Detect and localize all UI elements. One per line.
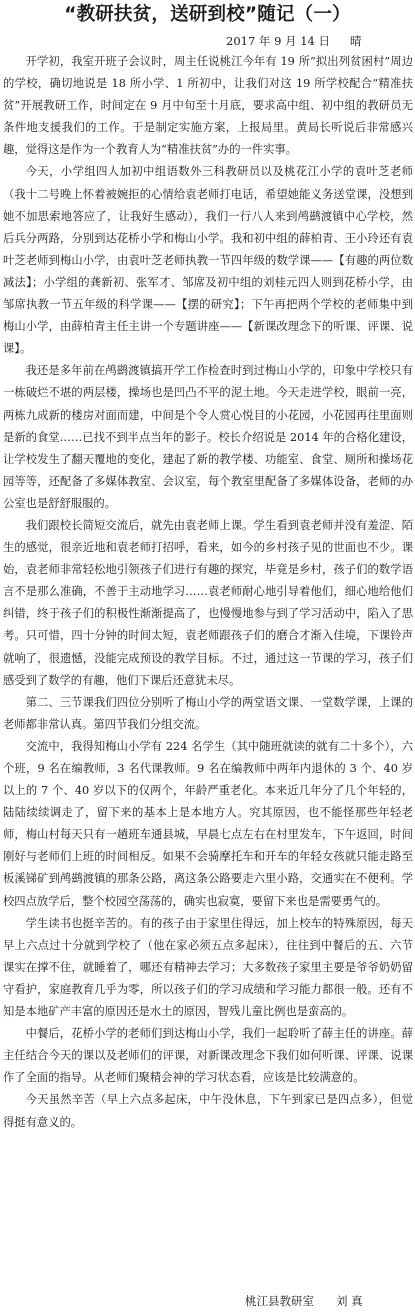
dateline xyxy=(226,33,362,49)
document-title: “教研扶贫，送研到校”随记（一） xyxy=(64,4,351,25)
paragraph: 我们跟校长简短交流后，就先由袁老师上课。学生看到袁老师并没有羞涩、陌生的感觉，很亲近地和袁老师打招呼，看来，如今的乡村孩子见的世面也不少。课始，袁老师非常轻松地引领孩子们进行有趣的探究，毕竟是乡村，孩子们的数学语言不是那么准确，不善于主动地学习……袁老师耐心地引导着他们，细心地给他们纠错，终于孩子们的积极性渐渐提高了，也慢慢地参与到了学习活动中，陷入了思考。只可惜，四十分钟的时间太短，袁老师跟孩子们的磨合才渐入佳境，下课铃声就响了，很遗憾，没能完成预设的教学目标。不过，通过这一节课的学习，孩子们感受到了数学的有趣，他们下课后还意犹未尽。 xyxy=(3,518,413,687)
signature-author: 刘 真 xyxy=(336,1294,363,1308)
paragraph: 第二、三节课我们四位分别听了梅山小学的两堂语文课、一堂数学课，上课的老师都非常认真。第四节我们分组交流。 xyxy=(3,695,413,731)
document-body xyxy=(3,51,413,1134)
weather: 晴 xyxy=(350,34,362,48)
date: 2017 年 9 月 14 日 xyxy=(226,34,330,48)
paragraph: 我还是多年前在鸬鹚渡镇搞开学工作检查时到过梅山小学的，印象中学校只有一栋破烂不堪的两层楼，操场也是凹凸不平的泥土地。今天走进学校，眼前一亮，两栋九成新的楼房对面而建，中间是个令人赏心悦目的小花园，小花园再往里面则是新的食堂……已找不到半点当年的影子。校长介绍说是 2014 年的合格化建设，让学校发生了翻天覆地的变化，建起了新的教学楼、功能室、食堂、厕所和操场花园等等，还配备了多媒体教室、会议室，每个教室里配备了多媒体设备，老师的办公室也是舒舒服服的。 xyxy=(3,364,413,510)
paragraph: 中餐后，花桥小学的老师们到达梅山小学，我们一起聆听了薛主任的讲座。薛主任结合今天的课以及老师们的评课，对新课改理念下我们如何听课、评课、说课作了全面的指导。从老师们聚精会神的学习状态看，应该是比较满意的。 xyxy=(3,1027,413,1085)
signature-organization: 桃江县教研室 xyxy=(245,1294,314,1308)
paragraph: 今天，小学组四人加初中组语数外三科教研员以及桃花江小学的袁叶芝老师（我十二号晚上怀着被婉拒的心情给袁老师打电话，希望她能义务送堂课，没想到她不加思索地答应了，让我好生感动），我们一行八人来到鸬鹚渡镇中心学校，然后兵分两路，分别到达花桥小学和梅山小学。我和初中组的薛柏青、王小玲还有袁叶芝老师到梅山小学，由袁叶芝老师执教一节四年级的数学课——【有趣的两位数减法】；小学组的龚新初、张军才、邹席及初中组的刘桂元四人则到花桥小学，由邹席执教一节五年级的科学课——【摆的研究】；下午再把两个学校的老师集中到梅山小学，由薛柏青主任主讲一个专题讲座——【新课改理念下的听课、评课、说课】。 xyxy=(3,165,413,356)
paragraph: 今天虽然辛苦（早上六点多起床，中午没休息，下午到家已是四点多），但觉得挺有意义的。 xyxy=(3,1093,413,1129)
paragraph: 开学初，我室开班子会议时，周主任说桃江今年有 19 所“拟出列贫困村”周边的学校，确切地说是 18 所小学、1 所初中，让我们对这 19 所学校配合“精准扶贫”开展教研工作，时间定在 9 月中旬至十月底，要求高中组、初中组的教研员无条件地支援我们的工作。于是制定实施方案，上报局里。黄局长听说后非常感兴趣，觉得这是作为一个教育人为“精准扶贫”办的一件实事。 xyxy=(3,55,413,157)
signature xyxy=(245,1293,363,1309)
paragraph: 交流中，我得知梅山小学有 224 名学生（其中随班就读的就有二十多个），六个班，9 名在编教师，3 名代课教师。9 名在编教师中两年内退休的 3 个、40 岁以上的 7 个、40 岁以下的仅两个，年龄严重老化。本来近几年分了几个年轻的，陆陆续续调走了，留下来的基本上是本地方人。究其原因，也不能怪那些年轻老师，梅山村每天只有一趟班车通县城，早晨七点左右在村里发车，下午返回，时间刚好与老师们上班的时间相反。如果不会骑摩托车和开车的年轻女孩就只能走路至板溪锑矿到鸬鹚渡镇的那条公路，离这条公路要走六里小路，交通实在不便利。学校四点放学后，整个校园空荡荡的，确实也寂寞，要留下来也是需要勇气的。 xyxy=(3,739,413,908)
paragraph: 学生读书也挺辛苦的。有的孩子由于家里住得远，加上校车的特殊原因，每天早上六点过十分就到学校了（他在家必须五点多起床），往往到中餐后的五、六节课实在撑不住，就睡着了，哪还有精神去学习；大多数孩子家里主要是爷爷奶奶留守看护，家庭教育几乎为零，所以孩子们的学习成绩和学习能力都很一般。还有不知是本地矿产丰富的原因还是水土的原因，智残儿童比例也是蛮高的。 xyxy=(3,916,413,1019)
